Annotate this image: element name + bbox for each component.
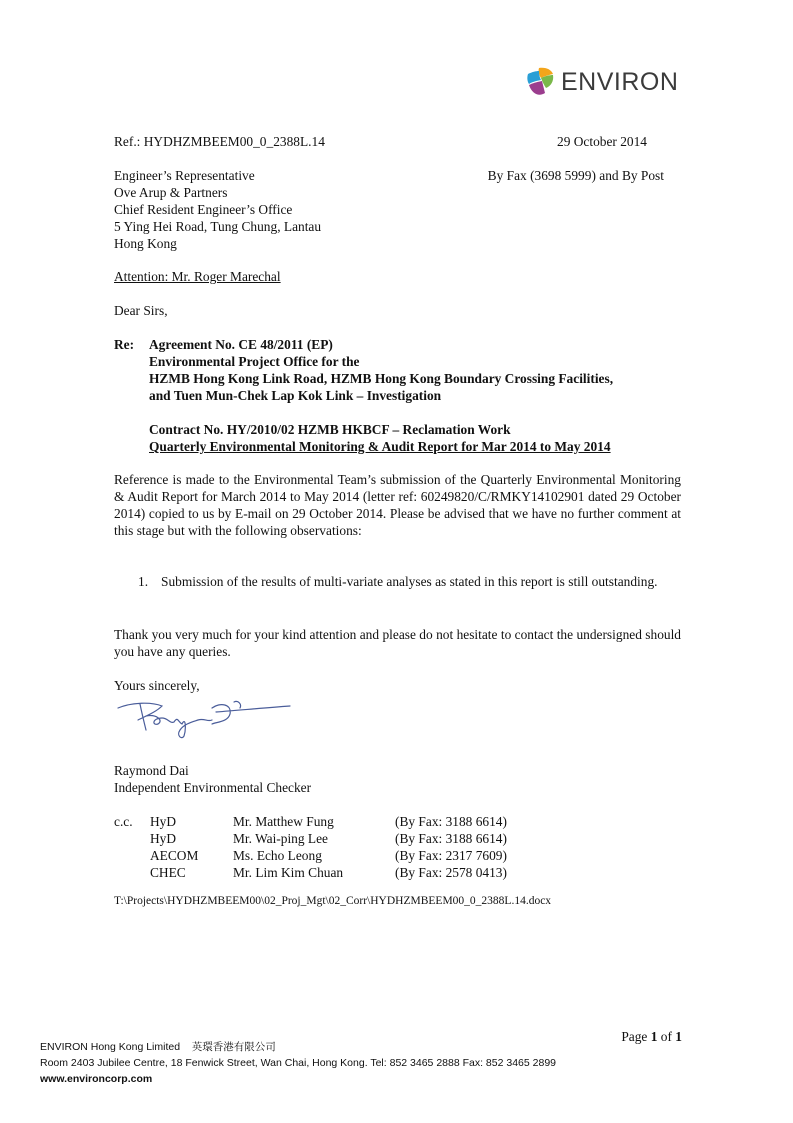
- subject-line: and Tuen Mun-Chek Lap Kok Link – Investigation: [149, 388, 442, 403]
- logo-wordmark: ENVIRON: [561, 68, 679, 96]
- cc-row: [0, 830, 793, 847]
- closing: Yours sincerely,: [114, 678, 200, 693]
- cc-name: Mr. Wai-ping Lee: [233, 831, 328, 846]
- footer-company-line: [40, 1039, 556, 1055]
- address-line: Ove Arup & Partners: [114, 185, 228, 200]
- address-line: Chief Resident Engineer’s Office: [114, 202, 293, 217]
- footer-company-name: ENVIRON Hong Kong Limited: [40, 1041, 181, 1053]
- file-path: T:\Projects\HYDHZMBEEM00\02_Proj_Mgt\02_Corr\HYDHZMBEEM00_0_2388L.14.docx: [114, 895, 552, 907]
- cc-row: [0, 864, 793, 881]
- environ-logo-icon: [525, 66, 555, 98]
- address-line: Hong Kong: [114, 236, 177, 251]
- salutation: Dear Sirs,: [114, 303, 168, 318]
- cc-fax: (By Fax: 3188 6614): [395, 831, 507, 846]
- delivery-method: By Fax (3698 5999) and By Post: [487, 168, 664, 183]
- thanks-paragraph: Thank you very much for your kind attention and please do not hesitate to contact the undersigned should you have any queries.: [114, 627, 681, 659]
- footer-address: Room 2403 Jubilee Centre, 18 Fenwick Street, Wan Chai, Hong Kong. Tel: 852 3465 2888 Fax: 852 3465 2899: [40, 1057, 556, 1069]
- footer: [40, 1039, 556, 1087]
- cc-organization: AECOM: [150, 848, 199, 863]
- page-current: 1: [650, 1029, 658, 1044]
- contract-line: Contract No. HY/2010/02 HZMB HKBCF – Reclamation Work: [149, 422, 511, 437]
- address-line: 5 Ying Hei Road, Tung Chung, Lantau: [114, 219, 322, 234]
- cc-fax: (By Fax: 3188 6614): [395, 814, 507, 829]
- page-of: of: [657, 1029, 676, 1044]
- address-line: Engineer’s Representative: [114, 168, 255, 183]
- subject-line: Agreement No. CE 48/2011 (EP): [149, 337, 333, 352]
- subject-line: Environmental Project Office for the: [149, 354, 360, 369]
- cc-label: c.c.: [114, 814, 133, 829]
- attention-line: Attention: Mr. Roger Marechal: [114, 269, 281, 284]
- cc-name: Ms. Echo Leong: [233, 848, 322, 863]
- cc-fax: (By Fax: 2317 7609): [395, 848, 507, 863]
- company-logo: [525, 66, 678, 98]
- observation-text: Submission of the results of multi-variate analyses as stated in this report is still outstanding.: [161, 574, 658, 589]
- reference-number: Ref.: HYDHZMBEEM00_0_2388L.14: [114, 134, 325, 149]
- cc-row: [0, 847, 793, 864]
- page-prefix: Page: [621, 1029, 651, 1044]
- subject-block: [149, 336, 613, 455]
- re-label: Re:: [114, 337, 135, 352]
- footer-website-link[interactable]: www.environcorp.com: [40, 1073, 153, 1085]
- signer-title: Independent Environmental Checker: [114, 780, 312, 795]
- cc-name: Mr. Matthew Fung: [233, 814, 334, 829]
- page-total: 1: [675, 1029, 682, 1044]
- report-title-line: Quarterly Environmental Monitoring & Audit Report for Mar 2014 to May 2014: [149, 439, 611, 454]
- cc-organization: HyD: [150, 814, 177, 829]
- subject-line: HZMB Hong Kong Link Road, HZMB Hong Kong Boundary Crossing Facilities,: [149, 371, 614, 386]
- cc-organization: HyD: [150, 831, 177, 846]
- page-number: [621, 1028, 682, 1045]
- cc-row: [0, 813, 793, 830]
- signer-name: Raymond Dai: [114, 763, 189, 778]
- recipient-address: [114, 167, 321, 252]
- letter-date: 29 October 2014: [557, 134, 647, 149]
- observation-number: 1.: [138, 574, 149, 589]
- body-paragraph: Reference is made to the Environmental Team’s submission of the Quarterly Environmental Monitoring & Audit Report for March 2014 to May 2014 (letter ref: 60249820/C/RMKY14102901 dated 29 October 2014) copied to us by E-mail on 29 October 2014. Please be advised that we have no further comment at this stage but with the following observations:: [114, 472, 681, 538]
- cc-organization: CHEC: [150, 865, 186, 880]
- handwritten-signature: [112, 694, 292, 744]
- cc-name: Mr. Lim Kim Chuan: [233, 865, 344, 880]
- signer-block: [114, 762, 311, 796]
- cc-fax: (By Fax: 2578 0413): [395, 865, 507, 880]
- footer-company-chinese: 英環香港有限公司: [191, 1041, 276, 1053]
